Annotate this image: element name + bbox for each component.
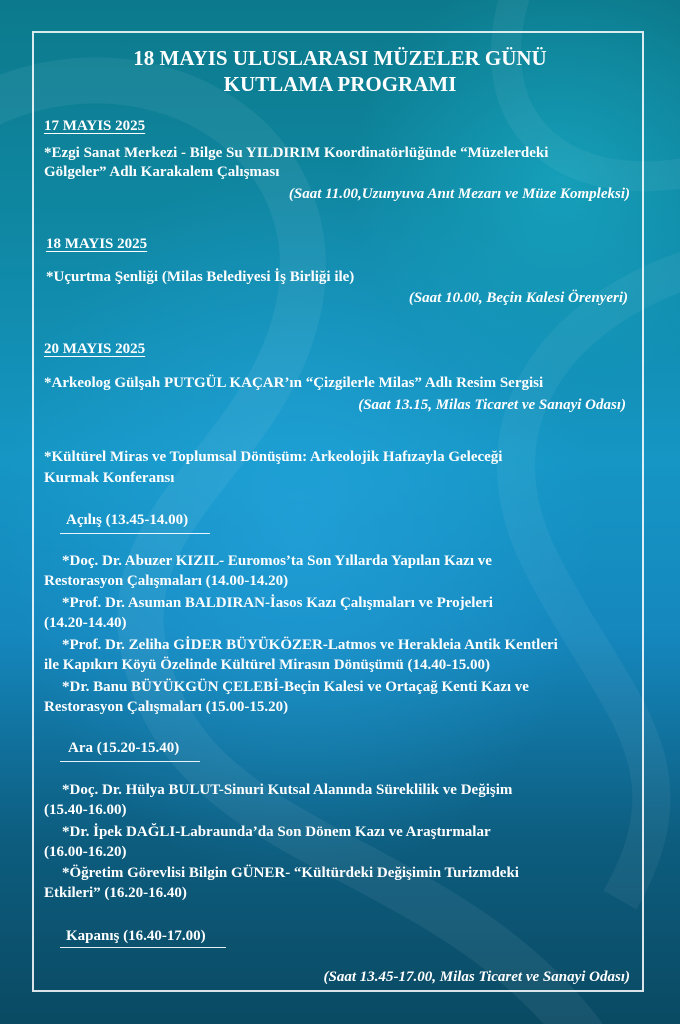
closing-label: Kapanış (16.40-17.00) bbox=[66, 928, 206, 944]
talk5-line1: *Doç. Dr. Hülya BULUT-Sinuri Kutsal Alanında Süreklilik ve Değişim bbox=[62, 782, 513, 798]
opening-label: Açılış (13.45-14.00) bbox=[66, 512, 189, 528]
talk5-line2: (15.40-16.00) bbox=[44, 802, 127, 818]
day1-event-line2: Gölgeler” Adlı Karakalem Çalışması bbox=[44, 164, 280, 180]
conference-title-line1: *Kültürel Miras ve Toplumsal Dönüşüm: Arkeolojik Hafızayla Geleceği bbox=[44, 449, 503, 465]
talk2-line2: (14.20-14.40) bbox=[44, 615, 127, 631]
day2-date: 18 MAYIS 2025 bbox=[46, 236, 148, 252]
opening-underline bbox=[60, 533, 210, 534]
talk6-line1: *Dr. İpek DAĞLI-Labraunda’da Son Dönem Kazı ve Araştırmalar bbox=[62, 824, 491, 840]
conference-detail: (Saat 13.45-17.00, Milas Ticaret ve Sanayi Odası) bbox=[323, 969, 630, 985]
closing-underline bbox=[60, 947, 226, 948]
day1-date: 17 MAYIS 2025 bbox=[44, 118, 146, 134]
day1-event-line1: *Ezgi Sanat Merkezi - Bilge Su YILDIRIM Koordinatörlüğünde “Müzelerdeki bbox=[44, 145, 549, 161]
talk1-line2: Restorasyon Çalışmaları (14.00-14.20) bbox=[44, 573, 289, 589]
day3-detail: (Saat 13.15, Milas Ticaret ve Sanayi Odası) bbox=[358, 397, 626, 413]
talk4-line1: *Dr. Banu BÜYÜKGÜN ÇELEBİ-Beçin Kalesi ve Ortaçağ Kenti Kazı ve bbox=[62, 679, 529, 695]
talk4-line2: Restorasyon Çalışmaları (15.00-15.20) bbox=[44, 699, 289, 715]
talk3-line1: *Prof. Dr. Zeliha GİDER BÜYÜKÖZER-Latmos ve Herakleia Antik Kentleri bbox=[62, 637, 558, 653]
page-title-line1: 18 MAYIS ULUSLARASI MÜZELER GÜNÜ bbox=[133, 46, 547, 70]
talk6-line2: (16.00-16.20) bbox=[44, 844, 127, 860]
day2-event-line1: *Uçurtma Şenliği (Milas Belediyesi İş Birliği ile) bbox=[46, 269, 355, 285]
talk7-line1: *Öğretim Görevlisi Bilgin GÜNER- “Kültürdeki Değişimin Turizmdeki bbox=[62, 865, 519, 881]
conference-title-line2: Kurmak Konferansı bbox=[44, 470, 175, 486]
day2-detail: (Saat 10.00, Beçin Kalesi Örenyeri) bbox=[408, 290, 628, 306]
break-label: Ara (15.20-15.40) bbox=[68, 740, 180, 756]
day1-detail: (Saat 11.00,Uzunyuva Anıt Mezarı ve Müze Kompleksi) bbox=[288, 186, 630, 202]
talk1-line1: *Doç. Dr. Abuzer KIZIL- Euromos’ta Son Yıllarda Yapılan Kazı ve bbox=[62, 553, 492, 569]
day3-date: 20 MAYIS 2025 bbox=[44, 341, 146, 357]
break-underline bbox=[60, 761, 200, 762]
page-title-line2: KUTLAMA PROGRAMI bbox=[223, 72, 457, 96]
talk7-line2: Etkileri” (16.20-16.40) bbox=[44, 885, 187, 901]
talk3-line2: ile Kapıkırı Köyü Özelinde Kültürel Mirasın Dönüşümü (14.40-15.00) bbox=[44, 657, 491, 673]
day3-event-line1: *Arkeolog Gülşah PUTGÜL KAÇAR’ın “Çizgilerle Milas” Adlı Resim Sergisi bbox=[44, 375, 544, 391]
talk2-line1: *Prof. Dr. Asuman BALDIRAN-İasos Kazı Çalışmaları ve Projeleri bbox=[62, 595, 493, 611]
